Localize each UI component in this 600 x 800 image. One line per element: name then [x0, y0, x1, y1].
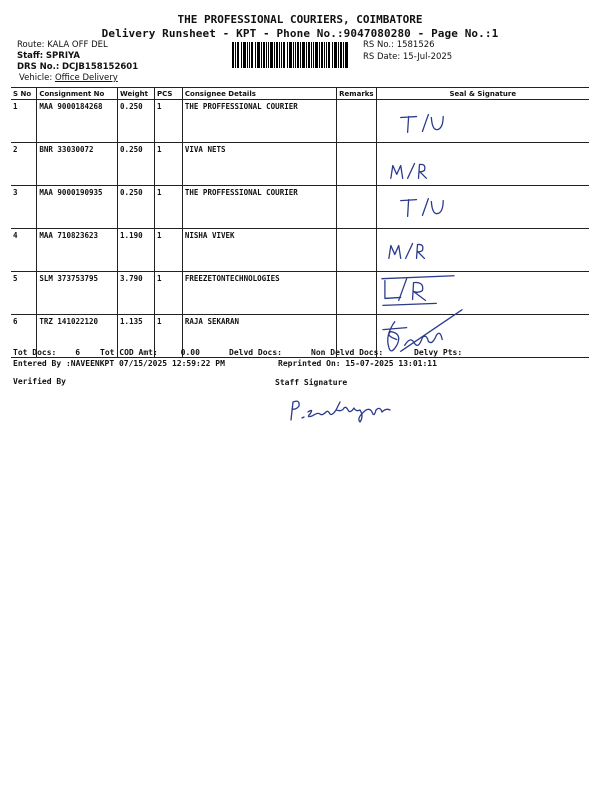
- barcode-image: [232, 42, 348, 68]
- staff-line: [17, 51, 80, 61]
- cell-weight: 1.135: [118, 315, 155, 358]
- route-line: [17, 40, 108, 50]
- tot-cod: [100, 348, 200, 357]
- cell-consignee: FREEZETONTECHNOLOGIES: [182, 272, 336, 315]
- table-row: [11, 315, 589, 358]
- cell-remarks: [337, 272, 376, 315]
- cell-consignment: TRZ 141022120: [37, 315, 118, 358]
- cell-consignment: MAA 9000184268: [37, 100, 118, 143]
- tot-docs-label: Tot Docs:: [13, 348, 57, 357]
- cell-seal-signature: [376, 315, 589, 358]
- staff-signature-image: [286, 396, 398, 426]
- table-header-row: [11, 88, 589, 100]
- cell-pcs: 1: [154, 272, 182, 315]
- cell-seal-signature: [376, 229, 589, 272]
- cell-consignee: RAJA SEKARAN: [182, 315, 336, 358]
- handwritten-mark-mr: [377, 143, 589, 185]
- cell-consignee: VIVA NETS: [182, 143, 336, 186]
- delvy-pts-label: Delvy Pts:: [414, 348, 463, 357]
- seal-text: M/R: [376, 229, 379, 231]
- table-row: [11, 229, 589, 272]
- handwritten-signature-date: [377, 315, 589, 357]
- cell-consignee: THE PROFFESSIONAL COURIER: [182, 186, 336, 229]
- cell-pcs: 1: [154, 186, 182, 229]
- cell-weight: 0.250: [118, 100, 155, 143]
- cell-remarks: [337, 229, 376, 272]
- handwritten-mark-tu: [377, 100, 589, 142]
- col-header-pcs: PCS: [154, 88, 182, 100]
- company-title: THE PROFESSIONAL COURIERS, COIMBATORE: [177, 13, 423, 26]
- route-label: Route:: [17, 40, 45, 50]
- entered-by: Entered By :NAVEENKPT 07/15/2025 12:59:22 PM: [13, 359, 225, 368]
- staff-label: Staff:: [17, 51, 44, 61]
- cell-sno: 2: [11, 143, 37, 186]
- staff-signature-label: Staff Signature: [275, 378, 348, 387]
- cell-seal-signature: [376, 100, 589, 143]
- tot-cod-label: Tot COD Amt:: [100, 348, 158, 357]
- seal-text: 15/07/25: [376, 315, 382, 317]
- vehicle-label: Vehicle:: [19, 73, 53, 83]
- delvd-docs-label: Delvd Docs:: [229, 348, 282, 357]
- rs-no-label: RS No.:: [363, 40, 394, 50]
- handwritten-mark-mr: [377, 229, 589, 271]
- col-header-remarks: Remarks: [337, 88, 376, 100]
- cell-pcs: 1: [154, 229, 182, 272]
- verified-by-label: Verified By: [13, 377, 66, 386]
- cell-weight: 1.190: [118, 229, 155, 272]
- cell-pcs: 1: [154, 143, 182, 186]
- reprinted-on: Reprinted On: 15-07-2025 13:01:11: [278, 359, 437, 368]
- tot-docs: [13, 348, 80, 357]
- cell-pcs: 1: [154, 100, 182, 143]
- vehicle-value: Office Delivery: [54, 73, 118, 83]
- cell-consignment: SLM 373753795: [37, 272, 118, 315]
- cell-sno: 1: [11, 100, 37, 143]
- tot-cod-value: 0.00: [180, 348, 200, 357]
- cell-seal-signature: [376, 272, 589, 315]
- cell-consignee: THE PROFFESSIONAL COURIER: [182, 100, 336, 143]
- cell-consignee: NISHA VIVEK: [182, 229, 336, 272]
- cell-seal-signature: [376, 186, 589, 229]
- tot-docs-value: 6: [75, 348, 81, 357]
- non-delvd-docs-label: Non Delvd Docs:: [311, 348, 384, 357]
- seal-text: M/R: [376, 143, 379, 145]
- staff-value: SPRIYA: [45, 51, 80, 61]
- col-header-seal: Seal & Signature: [376, 88, 589, 100]
- rs-date-value: 15-Jul-2025: [402, 52, 453, 62]
- cell-weight: 0.250: [118, 186, 155, 229]
- rs-no-line: [363, 40, 435, 50]
- col-header-consignment: Consignment No: [37, 88, 118, 100]
- rs-no-value: 1581526: [396, 40, 435, 50]
- vehicle-line: [19, 73, 118, 83]
- handwritten-mark-lr: [377, 272, 589, 314]
- cell-consignment: MAA 710823623: [37, 229, 118, 272]
- route-value: KALA OFF DEL: [47, 40, 108, 50]
- seal-text: T/U: [376, 100, 379, 102]
- cell-remarks: [337, 143, 376, 186]
- cell-sno: 6: [11, 315, 37, 358]
- cell-remarks: [337, 186, 376, 229]
- col-header-sno: S No: [11, 88, 37, 100]
- cell-pcs: 1: [154, 315, 182, 358]
- drs-line: [17, 62, 138, 72]
- table-row: [11, 272, 589, 315]
- drs-value: DCJB158152601: [61, 62, 139, 72]
- drs-label: DRS No.:: [17, 62, 60, 72]
- seal-text: L/R: [376, 272, 379, 274]
- rs-date-label: RS Date:: [363, 52, 401, 62]
- cell-consignment: MAA 9000190935: [37, 186, 118, 229]
- cell-remarks: [337, 100, 376, 143]
- seal-text: T/U: [376, 186, 379, 188]
- runsheet-table: [11, 87, 589, 358]
- cell-sno: 5: [11, 272, 37, 315]
- cell-sno: 3: [11, 186, 37, 229]
- rs-date-line: [363, 52, 452, 62]
- table-row: [11, 143, 589, 186]
- table-row: [11, 100, 589, 143]
- col-header-consignee: Consignee Details: [182, 88, 336, 100]
- cell-consignment: BNR 33030072: [37, 143, 118, 186]
- runsheet-subtitle: Delivery Runsheet - KPT - Phone No.:9047080280 - Page No.:1: [101, 27, 499, 40]
- table-row: [11, 186, 589, 229]
- cell-weight: 3.790: [118, 272, 155, 315]
- col-header-weight: Weight: [118, 88, 155, 100]
- cell-seal-signature: [376, 143, 589, 186]
- cell-sno: 4: [11, 229, 37, 272]
- cell-weight: 0.250: [118, 143, 155, 186]
- handwritten-mark-tu: [377, 186, 589, 228]
